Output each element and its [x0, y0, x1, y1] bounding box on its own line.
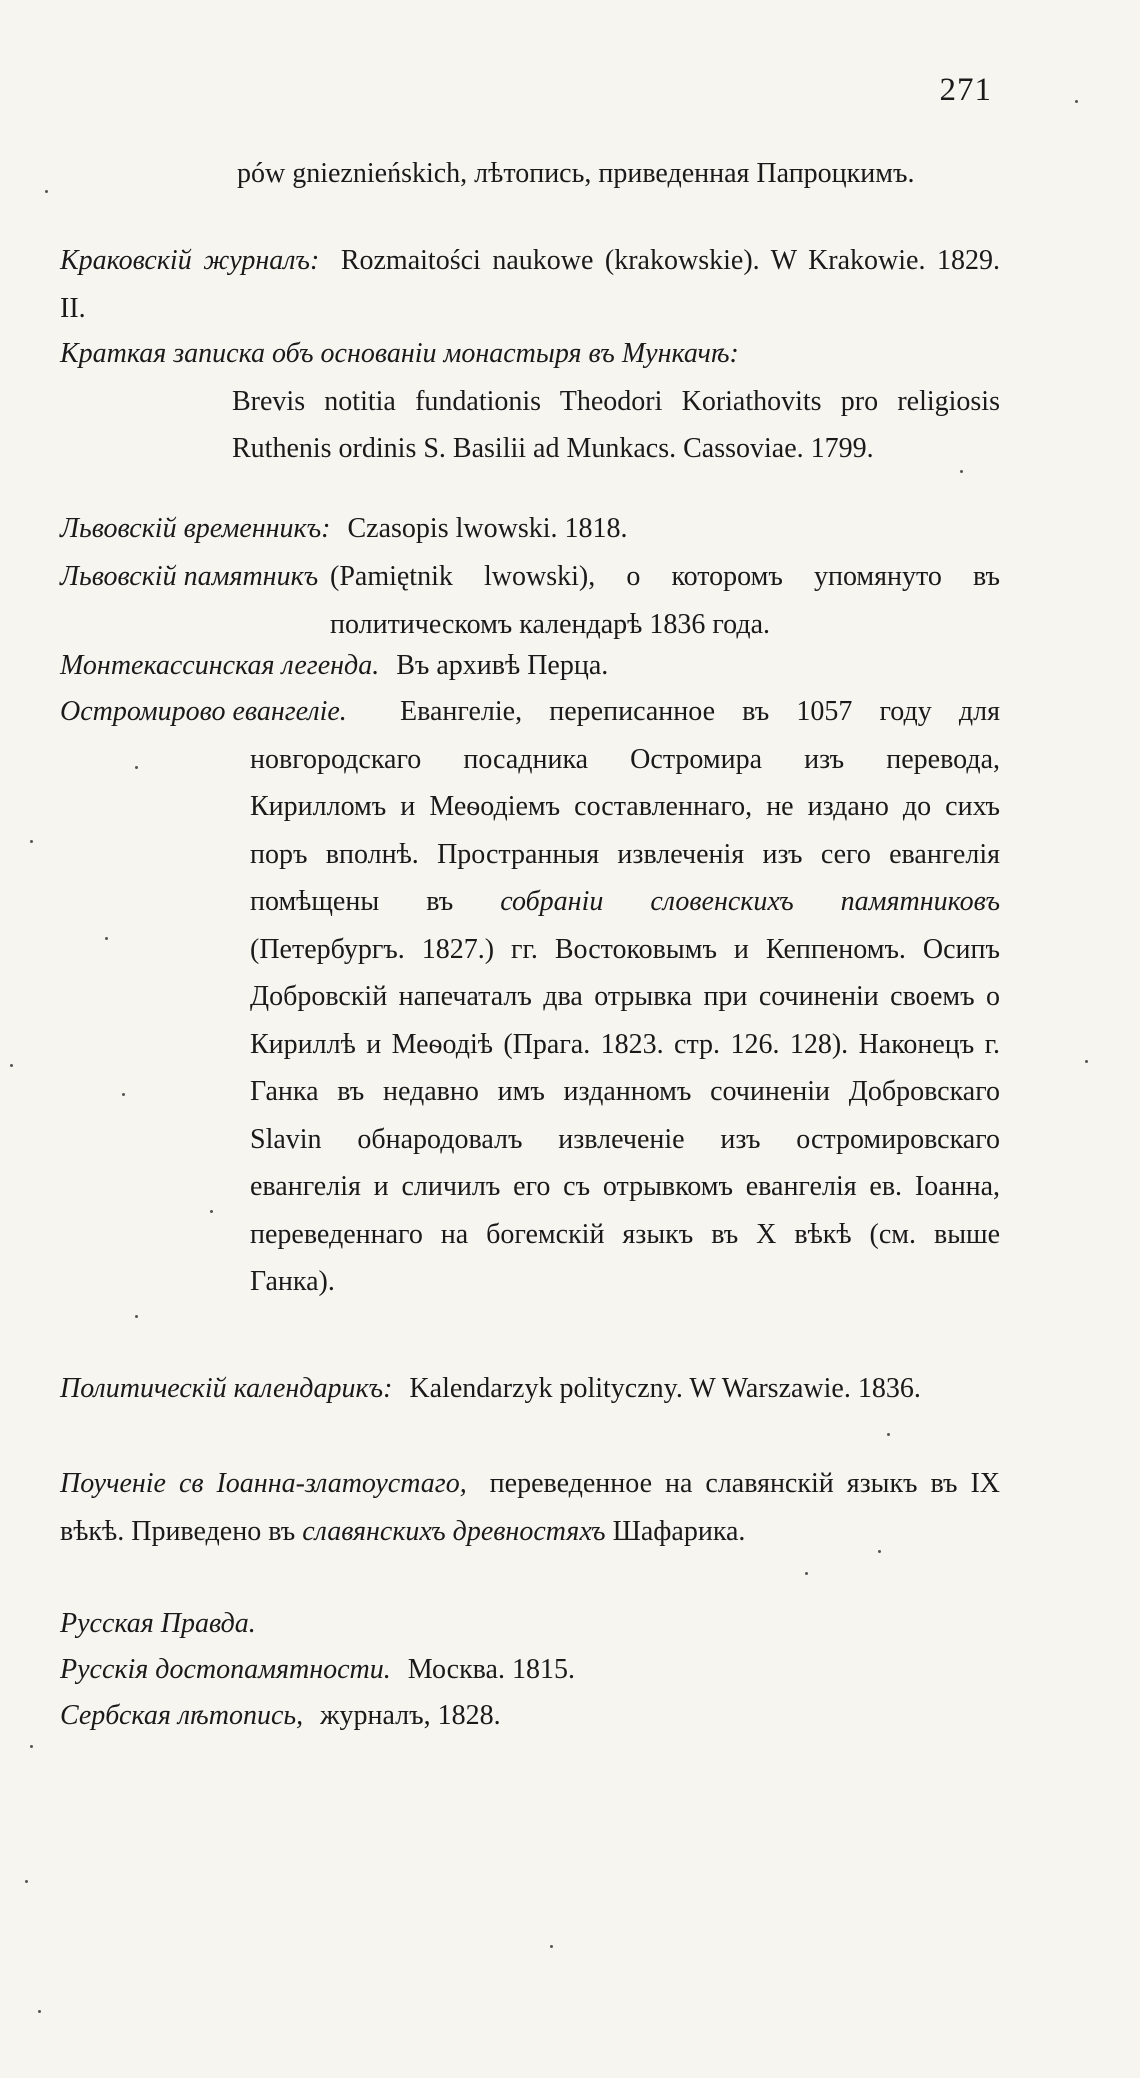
bibliography-entry	[60, 505, 1000, 553]
scan-speck	[878, 1550, 881, 1553]
entry-title: Русская Правда.	[60, 1608, 256, 1639]
bibliography-entry	[60, 1600, 1000, 1648]
entry-text-part: (Петербургъ. 1827.) гг. Востоковымъ и Кеппеномъ. Осипъ Добровскій напечаталъ два отрывка при сочиненіи своемъ о Кириллѣ и Меѳодіѣ (Прага. 1823. стр. 126. 128). Наконецъ г. Ганка въ недавно имъ изданномъ сочиненіи Добровскаго Slavin обнародовалъ извлеченіе изъ остромировскаго евангелія и сличилъ его съ отрывкомъ евангелія ев. Іоанна, переведеннаго на богемскій языкъ въ X вѣкѣ (см. выше Ганка).	[250, 933, 1000, 1297]
bibliography-entry	[60, 1692, 1000, 1740]
entry-title: Политическій календарикъ:	[60, 1373, 393, 1404]
entry-title: Монтекассинская легенда.	[60, 650, 380, 681]
entry-text: Rozmaitości naukowe (krakowskie). W Krakowie. 1829. II.	[60, 245, 1001, 324]
bibliography-entry	[60, 688, 1000, 1297]
entry-text	[250, 688, 1000, 1306]
entry-continuation	[237, 150, 997, 198]
entry-text: pów gnieznieńskich, лѣтопись, приведенная Папроцкимъ.	[237, 158, 915, 189]
entry-text-part: переведенное на славянскій языкъ въ IX вѣкѣ. Приведено въ	[60, 1468, 1001, 1547]
scan-speck	[10, 1064, 13, 1067]
scan-speck	[122, 1093, 125, 1096]
entry-title: Сербская лѣтопись,	[60, 1700, 304, 1731]
entry-text: Brevis notitia fundationis Theodori Koriathovits pro religiosis Ruthenis ordinis S. Basilii ad Munkacs. Cassoviae. 1799.	[232, 385, 1000, 464]
scan-speck	[135, 1315, 138, 1318]
entry-text: Въ архивѣ Перца.	[396, 650, 609, 681]
bibliography-entry	[60, 1646, 1000, 1694]
scan-speck	[38, 2010, 41, 2013]
bibliography-entry	[60, 237, 1000, 332]
bibliography-entry	[60, 553, 1000, 640]
scan-speck	[45, 190, 48, 193]
entry-text: Czasopis lwowski. 1818.	[347, 513, 628, 544]
entry-text-italic: славянскихъ древностяхъ	[302, 1515, 606, 1547]
entry-title: Остромирово евангеліе.	[60, 696, 347, 727]
scan-speck	[30, 840, 33, 843]
scan-speck	[30, 1745, 33, 1748]
scan-speck	[960, 470, 963, 473]
scan-speck	[1085, 1060, 1088, 1063]
entry-text-part: Шафарика.	[612, 1515, 746, 1547]
entry-text: (Pamiętnik lwowski), о которомъ упомянуто въ политическомъ календарѣ 1836 года.	[330, 561, 1000, 640]
entry-text-italic: собраніи словенскихъ памятниковъ	[500, 886, 1000, 917]
entry-text-part: Евангеліе, переписанное въ 1057 году для новгородскаго посадника Остромира изъ перевода, Кирилломъ и Меѳодіемъ составленнаго, не издано до сихъ поръ вполнѣ. Пространныя извлеченія изъ сего евангелія помѣщены въ	[250, 696, 1000, 917]
scan-speck	[105, 937, 108, 940]
entry-title: Львовскій временникъ:	[60, 513, 331, 544]
bibliography-entry	[60, 330, 1000, 473]
entry-text: журналъ, 1828.	[320, 1700, 501, 1731]
scan-speck	[805, 1572, 808, 1575]
scan-speck	[550, 1945, 553, 1948]
entry-title: Львовскій памятникъ	[60, 561, 319, 592]
scan-speck	[887, 1433, 890, 1436]
bibliography-entry	[60, 642, 1000, 690]
entry-title: Поученіе св Іоанна-златоустаго,	[60, 1468, 467, 1499]
entry-text: Москва. 1815.	[407, 1654, 575, 1685]
entry-text: Kalendarzyk polityczny. W Warszawie. 1836.	[409, 1373, 921, 1404]
page-number: 271	[939, 72, 992, 108]
entry-title: Русскія достопамятности.	[60, 1654, 391, 1685]
scan-speck	[1075, 100, 1078, 103]
entry-title: Краткая записка объ основаніи монастыря въ Мункачѣ:	[60, 338, 739, 369]
scan-speck	[135, 766, 138, 769]
scan-speck	[25, 1880, 28, 1883]
bibliography-entry	[60, 1365, 1000, 1413]
bibliography-entry	[60, 1460, 1000, 1555]
scan-speck	[210, 1210, 213, 1213]
entry-title: Краковскій журналъ:	[60, 245, 320, 276]
